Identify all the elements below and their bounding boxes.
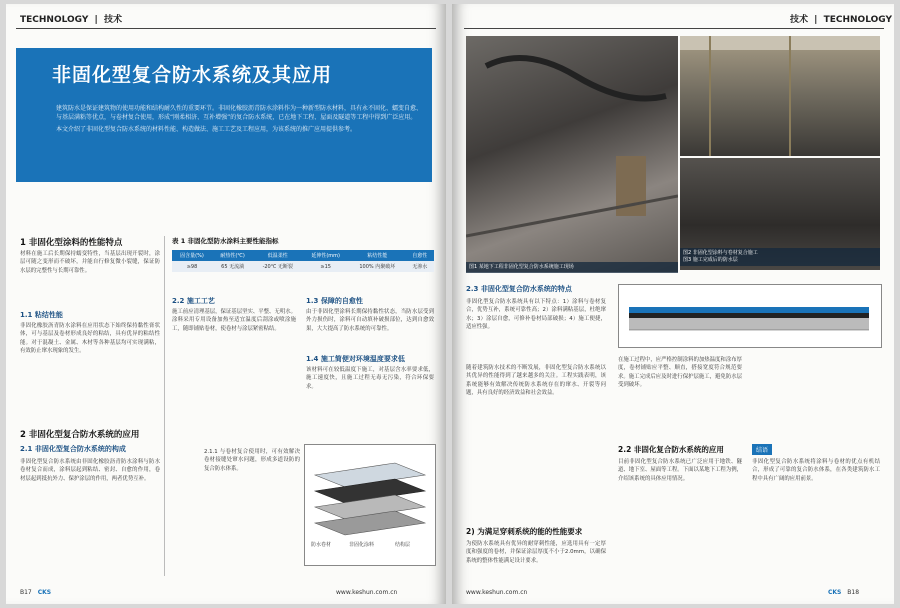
photo-caption [680,248,880,266]
section-2-2-text: 施工前应清理基层，保证基层坚实、平整、无明水。涂料采用专用设备加热至适宜温度后刮涂或喷涂施工，随即铺贴卷材，使卷材与涂层紧密粘结。 [172,309,296,332]
intro-paragraph-1: 建筑防水是保证建筑物的使用功能和结构耐久性的重要环节。非固化橡胶沥青防水涂料作为一种新型防水材料，具有永不固化、蠕变自愈、与基层满粘等优点，与卷材复合使用，形成“刚柔相济、互补增强”的复合防水系统，已在地下工程、屋面及隧道等工程中得到广泛应用。 [56,105,423,121]
right-page [452,4,894,604]
section-diagram [618,284,882,348]
footer-url: www.keshun.com.cn [466,589,528,596]
base-layer [315,511,425,535]
photo-caption-3: 图3 施工完成后的防水层 [683,257,738,263]
photo-caption: 图1 某地下工程非固化型复合防水系统施工现场 [466,262,678,273]
photo-caption-2: 图2 非固化型涂料与卷材复合施工 [683,250,758,256]
table-header: 自愈性 [406,250,434,261]
table-header: 延伸性(mm) [302,250,349,261]
header-rule [16,28,436,29]
layer-diagram [304,444,436,566]
header-separator: | [94,15,98,25]
header-section: 技术 [103,15,122,25]
diagram-label: 防水卷材 [311,542,332,548]
figure-note: 2.1.1 与卷材复合使用时，可有效解决卷材接缝处窜水问题，形成多道设防的复合防水体系。 [204,449,300,472]
header-section: 技术 [790,15,809,25]
rebar-shape [466,196,678,236]
section-1-1-heading: 1.1 粘结性能 [20,311,63,319]
intro-paragraph-2: 本文介绍了非固化型复合防水系统的材料性能、构造做法、施工工艺及工程应用，为该系统的推广应用提供参考。 [56,126,357,133]
footer-brand: CKS [828,589,842,596]
hose-shape [486,58,666,99]
spec-table [172,250,434,272]
section-1-3-heading: 1.3 保障的自愈性 [306,297,363,305]
section-2-3-extra: 随着建筑防水技术的不断发展，非固化型复合防水系统以其优异的性能得到了越来越多的关注。工程实践表明，该系统能够有效解决传统防水系统存在的窜水、开裂等问题，具有良好的经济效益和社会效益。 [466,365,606,397]
section-2-2-heading: 2.2 非固化复合防水系统的应用 [618,445,724,454]
section-2-3-heading: 2.3 非固化型复合防水系统的特点 [466,285,572,293]
section-1-heading: 1 非固化型涂料的性能特点 [20,238,123,248]
photo-overlay-svg [680,36,880,156]
table-cell: 65 无流淌 [212,261,253,272]
header-brand: TECHNOLOGY [20,15,89,25]
left-page [6,4,446,604]
header-separator: | [814,15,818,25]
requirement-text: 为使防水系统具有优异的耐穿刺性能，应选用具有一定厚度和强度的卷材，并保证涂层厚度不小于2.0mm，以确保系统的整体性能满足设计要求。 [466,541,606,564]
footer-brand: CKS [37,589,52,596]
left-footer [20,589,51,596]
requirement-heading: 2) 为满足穿刺系统的能的性能要求 [466,527,583,536]
table-header: 粘结性能 [349,250,406,261]
section-1-text: 材料在施工后长期保持蠕变特性，当基层出现开裂时，涂层可随之变形而不破坏，并能自行修复微小裂缝，保证防水层的完整性与长期可靠性。 [20,251,160,274]
section-2-1-text: 非固化型复合防水系统由非固化橡胶沥青防水涂料与防水卷材复合而成，涂料层起到粘结、密封、自愈的作用，卷材层起到抵抗外力、保护涂层的作用，两者优势互补。 [20,459,160,482]
concrete-band [629,318,869,330]
conclusion-text: 非固化型复合防水系统将涂料与卷材的优点有机结合，形成了可靠的复合防水体系，在各类建筑防水工程中具有广阔的应用前景。 [752,459,880,482]
intro-text [56,104,422,134]
table-header: 固含量(%) [172,250,212,261]
section-1-3-text: 由于非固化型涂料长期保持黏性状态，当防水层受到外力损伤时，涂料可自动填补破损部位，达到自愈效果，大大提高了防水系统的可靠性。 [306,309,434,332]
section-2-2-heading: 2.2 施工工艺 [172,297,215,305]
diagram-label: 非固化涂料 [349,542,375,548]
photo-coating-application [680,36,880,156]
page-number: B17 [20,589,32,596]
photo-construction-site [466,36,678,272]
table-header-row [172,250,434,261]
section-1-4-heading: 1.4 施工简便对环境温度要求低 [306,355,405,363]
diagram-label: 结构层 [395,542,411,548]
section-1-4-text: 该材料可在较低温度下施工，对基层含水率要求低，施工速度快，且施工过程无毒无污染，符合环保要求。 [306,367,434,390]
table-caption: 表 1 非固化型防水涂料主要性能指标 [172,237,279,245]
photo-overlay-svg [466,36,678,272]
membrane-band [629,307,869,313]
column-divider [164,236,165,576]
section-2-3-text: 非固化型复合防水系统具有以下特点：1）涂料与卷材复合，优势互补，系统可靠性高；2）涂料满粘基层，杜绝窜水；3）涂层自愈，可修补卷材局部破损；4）施工便捷，适应性强。 [466,299,606,331]
footer-url: www.keshun.com.cn [336,589,398,596]
header-brand: TECHNOLOGY [823,15,892,25]
section-diagram-svg [619,285,881,347]
section-2-2-text: 目前非固化型复合防水系统已广泛应用于地铁、隧道、地下室、屋面等工程。下面以某地下工程为例，介绍该系统的具体应用情况。 [618,459,742,482]
page-title: 非固化型复合防水系统及其应用 [52,64,333,86]
coating-band [629,313,869,318]
right-footer [828,589,859,596]
table-cell: ≥98 [172,261,212,272]
table-row [172,261,434,272]
title-box [16,48,432,182]
page-number: B18 [847,589,860,596]
table-cell: 100% 内聚破坏 [349,261,406,272]
section-2-1-heading: 2.1 非固化型复合防水系统的构成 [20,445,126,453]
header-rule [464,28,884,29]
table-cell: ≥15 [302,261,349,272]
section-2-heading: 2 非固化型复合防水系统的应用 [20,430,140,440]
table-header: 低温柔性 [253,250,302,261]
table-cell: 无渗水 [406,261,434,272]
table-cell: -20℃ 无断裂 [253,261,302,272]
conclusion-tag: 结语 [752,444,772,455]
right-header [790,12,892,25]
left-header [20,12,122,25]
table-header: 耐热性(℃) [212,250,253,261]
middle-column-text: 在施工过程中，应严格控制涂料的加热温度和涂布厚度，卷材铺贴应平整、顺直，搭接宽度符合规范要求。施工完成后应及时进行保护层施工，避免防水层受到破坏。 [618,357,742,389]
section-1-1-text: 非固化橡胶沥青防水涂料在应用状态下始终保持黏性膏状体，可与基层及卷材形成良好的粘结，具有优异的粘结性能。对于混凝土、金属、木材等各种基层均可实现满粘，有效防止窜水现象的发生。 [20,323,160,355]
